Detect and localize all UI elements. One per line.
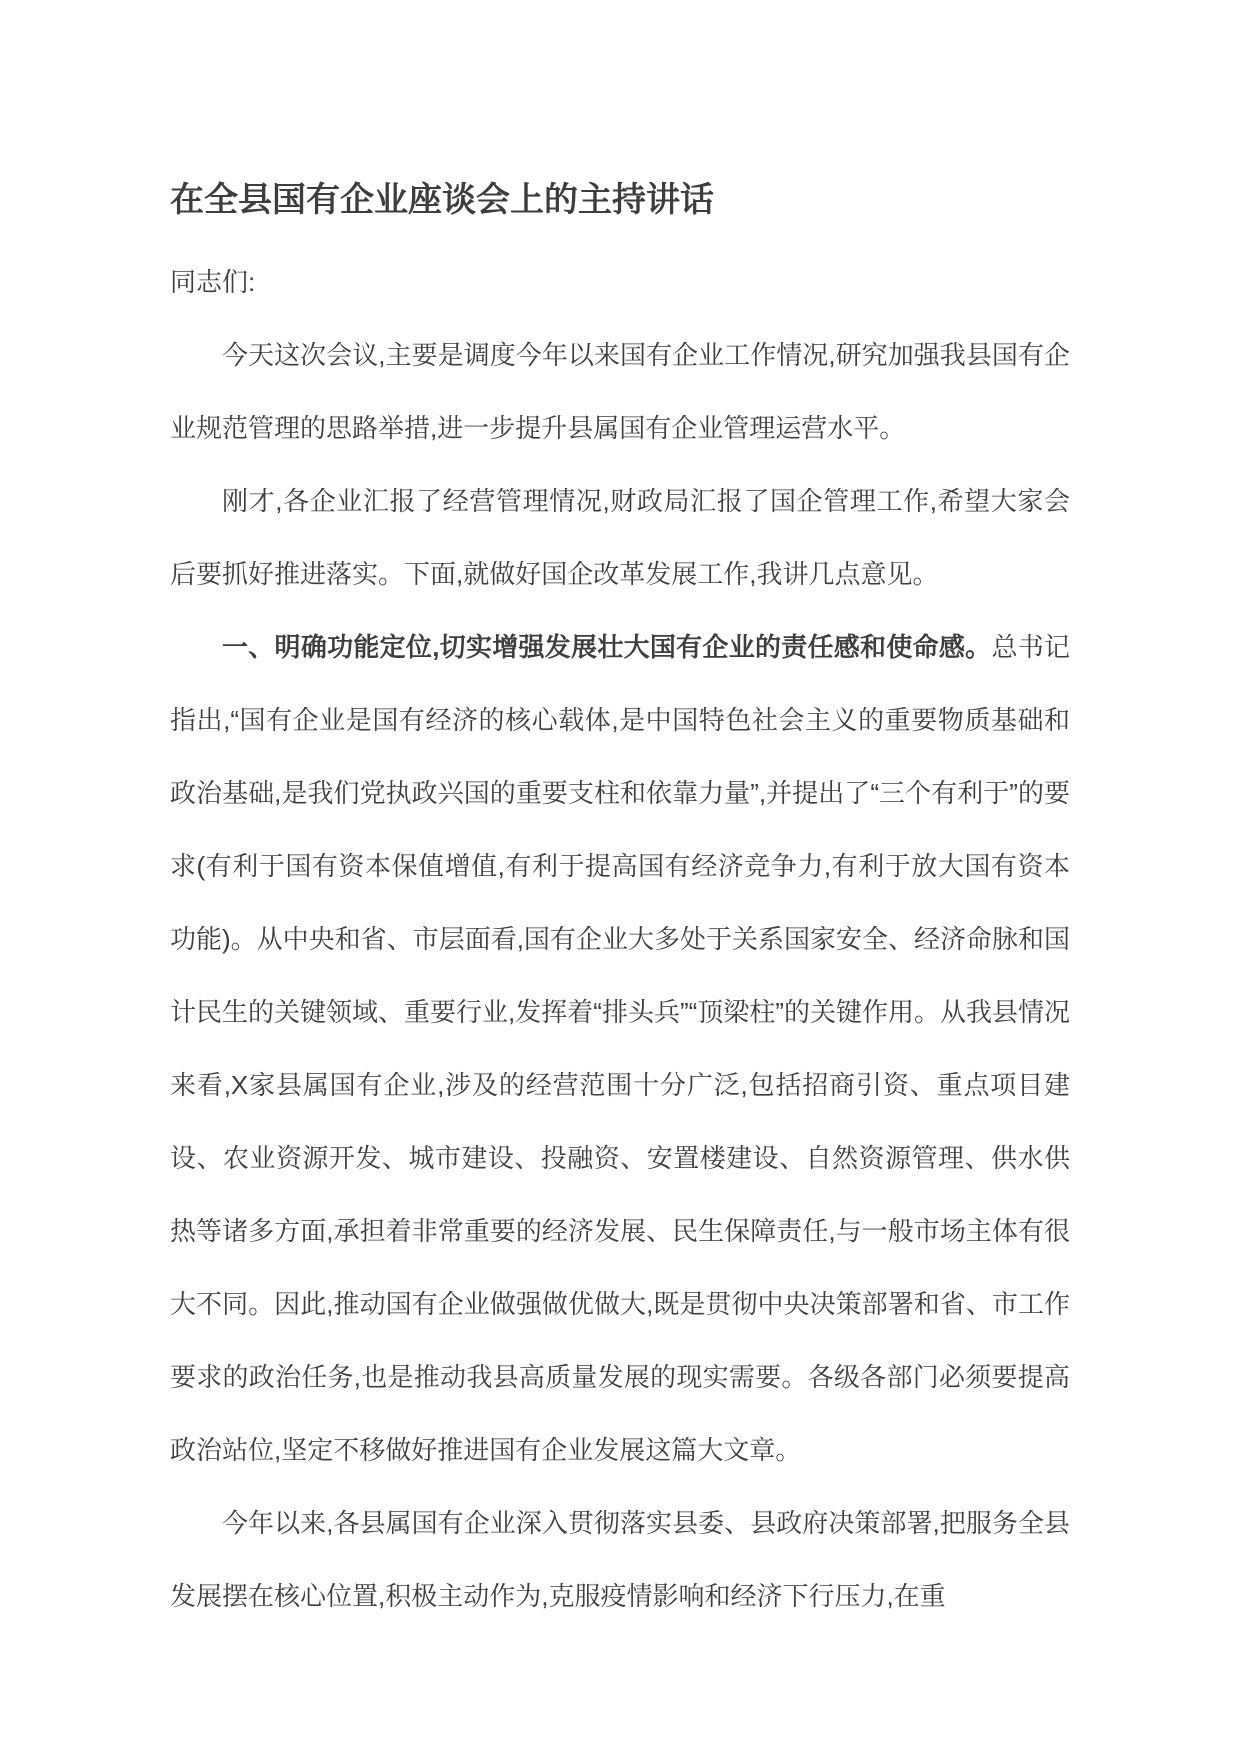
text-segment: 今年以来,各县属国有企业深入贯彻落实县委、县政府决策部署,把服务全县发展摆在核心位置,积极主动作为,克服疫情影响和经济下行压力,在重 <box>170 1508 1070 1611</box>
heading-segment: 一、明确功能定位,切实增强发展壮大国有企业的责任感和使命感。 <box>222 632 992 662</box>
text-segment: 刚才,各企业汇报了经营管理情况,财政局汇报了国企管理工作,希望大家会后要抓好推进落实。下面,就做好国企改革发展工作,我讲几点意见。 <box>170 486 1070 589</box>
paragraph <box>170 465 1070 611</box>
document-body <box>170 319 1070 1633</box>
paragraph <box>170 1487 1070 1633</box>
paragraph <box>170 611 1070 1487</box>
text-segment: 今天这次会议,主要是调度今年以来国有企业工作情况,研究加强我县国有企业规范管理的思路举措,进一步提升县属国有企业管理运营水平。 <box>170 340 1070 443</box>
paragraph <box>170 319 1070 465</box>
text-segment: 总书记指出,“国有企业是国有经济的核心载体,是中国特色社会主义的重要物质基础和政治基础,是我们党执政兴国的重要支柱和依靠力量”,并提出了“三个有利于”的要求(有利于国有资本保值增值,有利于提高国有经济竞争力,有利于放大国有资本功能)。从中央和省、市层面看,国有企业大多处于关系国家安全、经济命脉和国计民生的关键领域、重要行业,发挥着“排头兵”“顶梁柱”的关键作用。从我县情况来看,X家县属国有企业,涉及的经营范围十分广泛,包括招商引资、重点项目建设、农业资源开发、城市建设、投融资、安置楼建设、自然资源管理、供水供热等诸多方面,承担着非常重要的经济发展、民生保障责任,与一般市场主体有很大不同。因此,推动国有企业做强做优做大,既是贯彻中央决策部署和省、市工作要求的政治任务,也是推动我县高质量发展的现实需要。各级各部门必须要提高政治站位,坚定不移做好推进国有企业发展这篇大文章。 <box>170 632 1070 1465</box>
document-title: 在全县国有企业座谈会上的主持讲话 <box>170 181 714 219</box>
salutation: 同志们: <box>170 267 256 297</box>
